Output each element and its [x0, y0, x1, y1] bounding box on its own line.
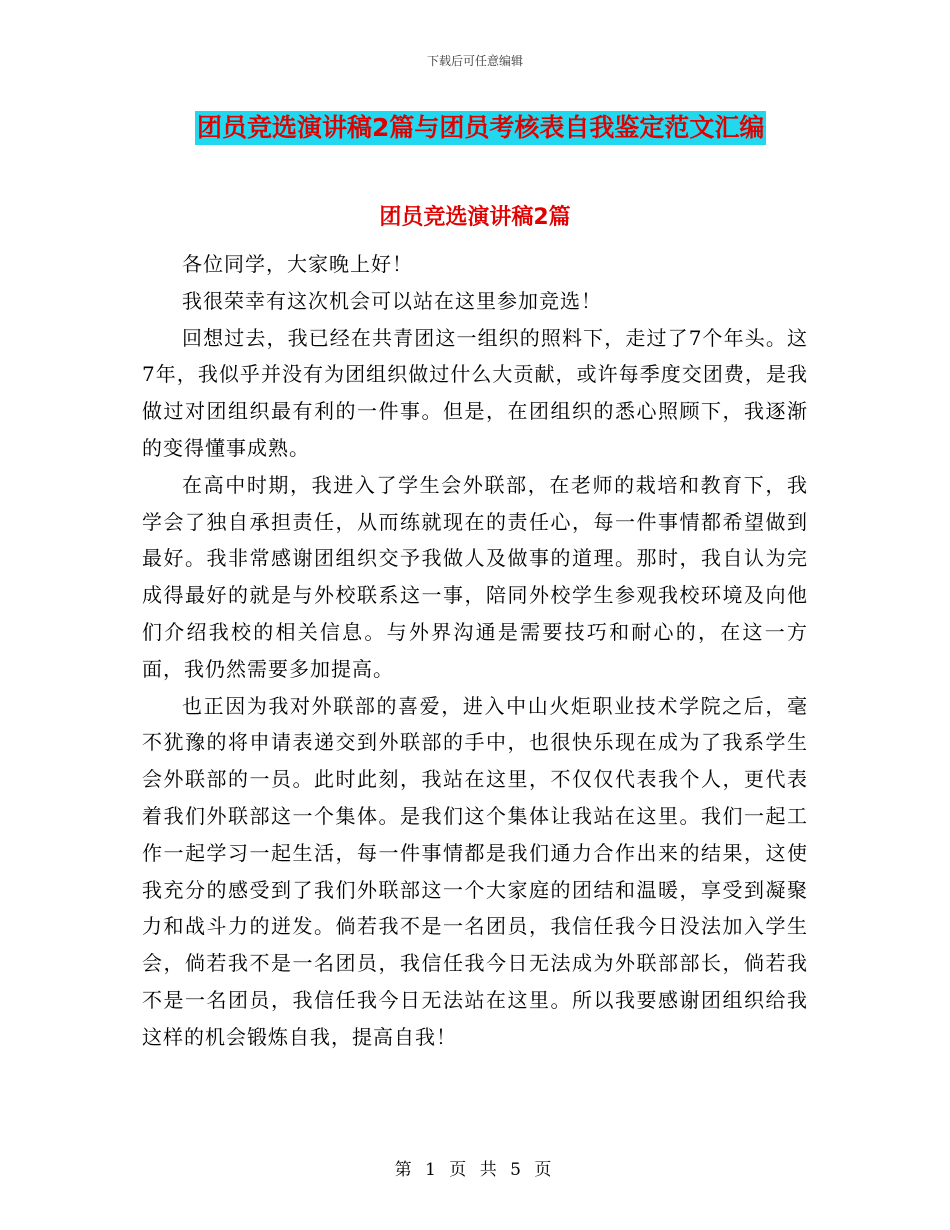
paragraph-college: 也正因为我对外联部的喜爱，进入中山火炬职业技术学院之后，毫不犹豫的将申请表递交到外联部的手中，也很快乐现在成为了我系学生会外联部的一员。此时此刻，我站在这里，不仅仅代表我个人，更代表着我们外联部这一个集体。是我们这个集体让我站在这里。我们一起工作一起学习一起生活，每一件事情都是我们通力合作出来的结果，这使我充分的感受到了我们外联部这一个大家庭的团结和温暖，享受到凝聚力和战斗力的迸发。倘若我不是一名团员，我信任我今日没法加入学生会，倘若我不是一名团员，我信任我今日无法成为外联部部长，倘若我不是一名团员，我信任我今日无法站在这里。所以我要感谢团组织给我这样的机会锻炼自我，提高自我！ — [142, 693, 808, 1049]
section-title: 团员竞选演讲稿2篇 — [379, 205, 571, 230]
document-title: 团员竞选演讲稿2篇与团员考核表自我鉴定范文汇编 — [195, 111, 766, 145]
paragraph-high-school: 在高中时期，我进入了学生会外联部，在老师的栽培和教育下，我学会了独自承担责任，从而练就现在的责任心，每一件事情都希望做到最好。我非常感谢团组织交予我做人及做事的道理。那时，我自认为完成得最好的就是与外校联系这一事，陪同外校学生参观我校环境及向他们介绍我校的相关信息。与外界沟通是需要技巧和耐心的，在这一方面，我仍然需要多加提高。 — [142, 472, 808, 681]
paragraph-greeting: 各位同学，大家晚上好！ — [182, 252, 413, 276]
paragraph-past: 回想过去，我已经在共青团这一组织的照料下，走过了7个年头。这7年，我似乎并没有为团组织做过什么大贡献，或许每季度交团费，是我做过对团组织最有利的一件事。但是，在团组织的悉心照顾下，我逐渐的变得懂事成熟。 — [142, 325, 808, 460]
paragraph-intro: 我很荣幸有这次机会可以站在这里参加竞选！ — [182, 288, 602, 313]
header-note: 下载后可任意编辑 — [426, 54, 523, 68]
document-body — [142, 246, 808, 1056]
page-number: 第 1 页 共 5 页 — [394, 1160, 556, 1180]
